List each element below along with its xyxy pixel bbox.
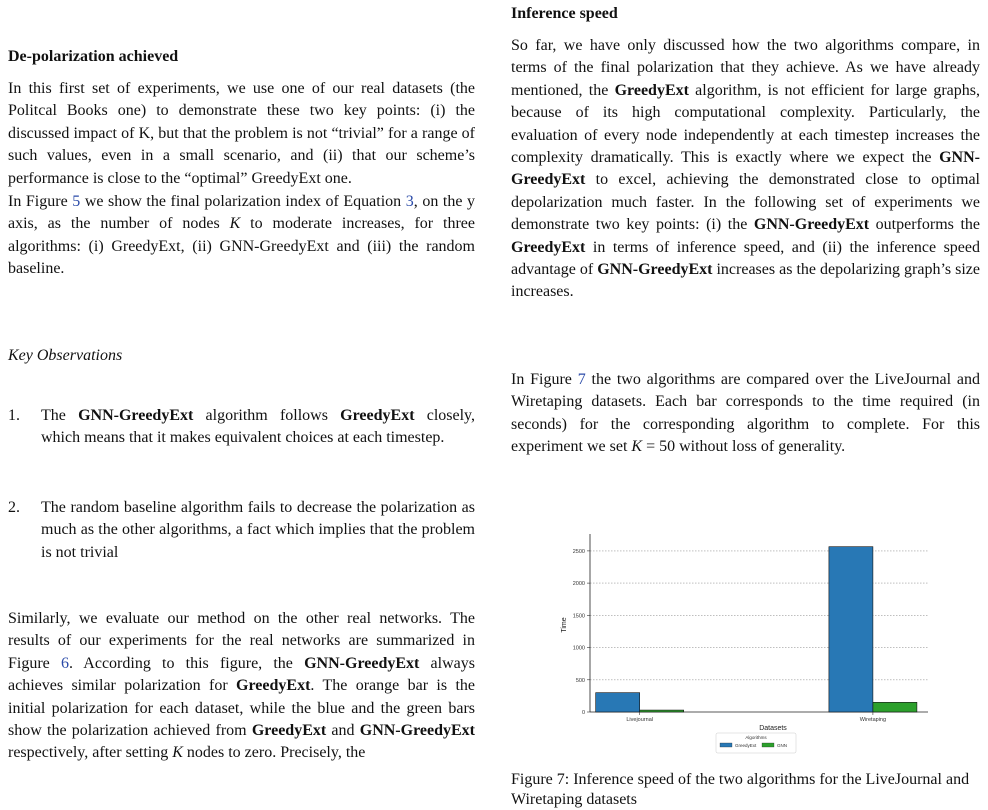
inference-time-bar-chart — [556, 530, 936, 755]
y-tick-label: 1000 — [572, 645, 585, 652]
equation-link-3[interactable]: 3 — [405, 193, 414, 210]
list-item-text — [41, 405, 475, 450]
y-tick-label: 2000 — [572, 581, 585, 588]
bar — [596, 693, 640, 712]
y-tick-label: 0 — [581, 710, 585, 716]
list-text: algorithm follows — [193, 407, 341, 424]
figure-caption-partial: Figure 7: Inference speed of the two algorithms for the LiveJournal and Wiretaping datasets — [511, 771, 970, 808]
section-heading-inference-speed: Inference speed — [511, 5, 618, 22]
y-tick-label: 2500 — [572, 548, 585, 555]
legend-label: GreedyExt — [735, 743, 757, 748]
legend-swatch — [720, 743, 732, 747]
key-observations-label: Key Observations — [8, 347, 123, 364]
legend-label: GNN — [777, 743, 787, 748]
y-tick-label: 1500 — [572, 613, 585, 620]
bar — [873, 702, 917, 712]
list-text: The random baseline algorithm fails to decrease the polarization as much as the other algorithms, a fact which implies that the problem is not trivial — [41, 499, 475, 561]
bar — [829, 547, 873, 712]
paragraph-figure5: In Figure 5 we show the final polarization index of Equation 3, on the y axis, as the number of nodes K to moderate increases, for three algorithms: (i) GreedyExt, (ii) GNN-GreedyExt and (iii) the random baseline. — [8, 193, 476, 278]
y-tick-label: 500 — [575, 677, 585, 684]
x-tick-label: Wiretaping — [859, 717, 887, 723]
bar — [640, 710, 684, 712]
list-item-text — [41, 497, 475, 564]
list-item — [8, 497, 475, 567]
list-item-number: 2. — [8, 499, 20, 516]
section-heading-depolarization: De-polarization achieved — [8, 48, 179, 65]
figure-link-5[interactable]: 5 — [72, 193, 81, 210]
list-item — [8, 405, 475, 475]
bold-term: GNN-GreedyExt — [78, 407, 194, 424]
paragraph-figure7: In Figure 7 the two algorithms are compared over the LiveJournal and Wiretaping datasets. Each bar corresponds to the time required (in seconds) for the corresponding algorithm to complete. For this experiment we set K = 50 without loss of generality. — [511, 371, 980, 456]
y-axis-label: Time — [561, 617, 568, 633]
legend-swatch — [762, 743, 774, 747]
figure-link-7[interactable]: 7 — [577, 371, 586, 388]
figure-link-6[interactable]: 6 — [60, 654, 69, 672]
list-text: The — [41, 407, 79, 424]
paragraph-inference-speed: So far, we have only discussed how the two algorithms compare, in terms of the final polarization that they achieve. As we have already mentioned, the GreedyExt algorithm, is not efficient for large graphs, because of its high computational complexity. Particularly, the evaluation of every node independently at each timestep increases the complexity dramatically. This is exactly where we expect the GNN-GreedyExt to excel, achieving the demonstrated close to optimal depolarization much faster. In the following set of experiments we demonstrate two key points: (i) the GNN-GreedyExt outperforms the GreedyExt in terms of inference speed, and (ii) the inference speed advantage of GNN-GreedyExt increases as the depolarizing graph’s size increases. — [511, 37, 981, 301]
list-item-number: 1. — [8, 407, 20, 424]
list-text: closely, which means that it makes equivalent choices at each timestep. — [41, 407, 475, 447]
paragraph-real-networks: Similarly, we evaluate our method on the other real networks. The results of our experiments for the real networks are summarized in Figure 6. According to this figure, the GNN-GreedyExt always achieves similar polarization for GreedyExt. The orange bar is the initial polarization for each dataset, while the blue and the green bars show the polarization achieved from GreedyExt and GNN-GreedyExt respectively, after setting K nodes to zero. Precisely, the — [8, 610, 475, 762]
legend-title: Algorithms — [745, 735, 767, 740]
paragraph-depolarization-intro: In this first set of experiments, we use one of our real datasets (the Politcal Books one) to demonstrate these two key points: (i) the discussed impact of K, but that the problem is not “trivial” for a range of such values, even in a small scenario, and (ii) that our scheme’s performance is close to the “optimal” GreedyExt one. — [8, 80, 475, 187]
x-axis-label: Datasets — [759, 725, 787, 732]
x-tick-label: Livejournal — [626, 717, 653, 723]
bold-term: GreedyExt — [340, 407, 415, 424]
